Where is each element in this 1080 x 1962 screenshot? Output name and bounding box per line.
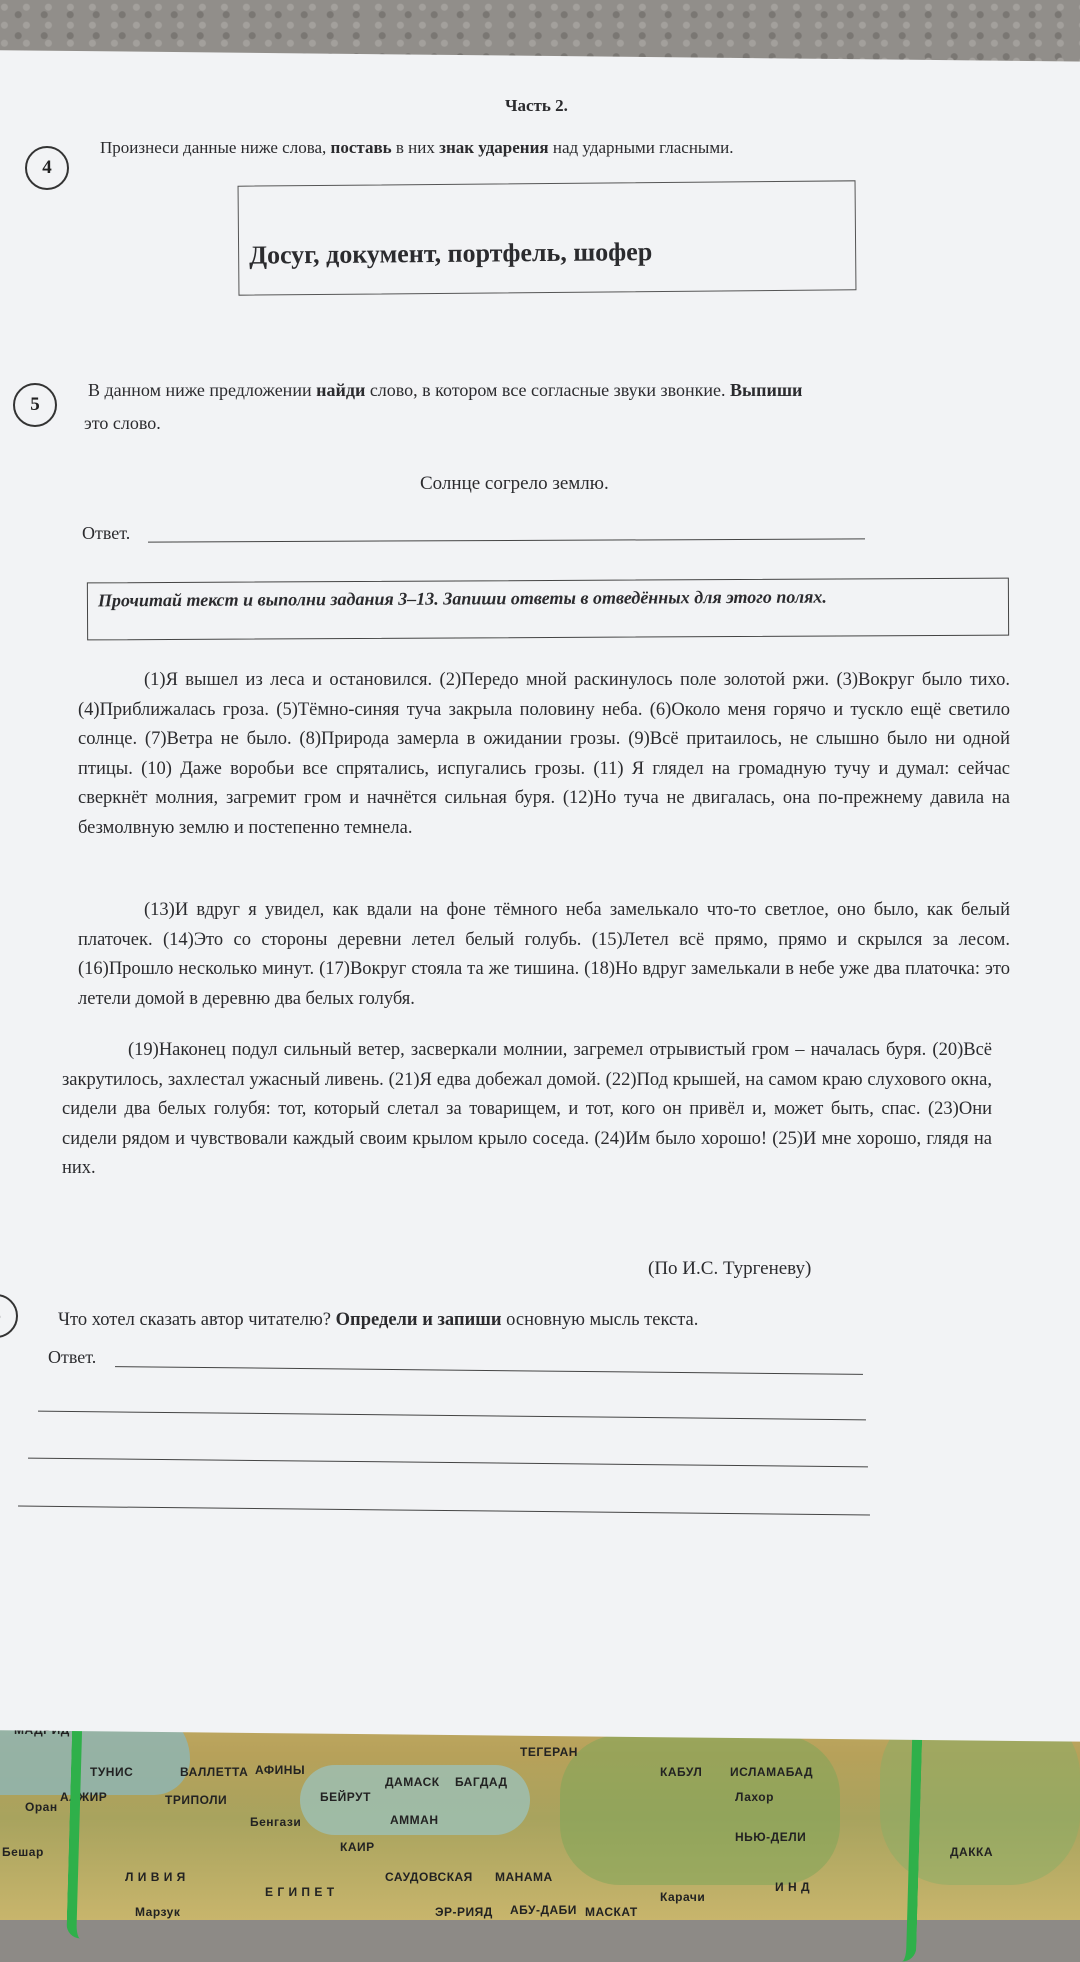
- task6-answer-line-2[interactable]: [38, 1411, 866, 1421]
- map-label: МАНАМА: [495, 1870, 553, 1884]
- part-title: Часть 2.: [505, 96, 568, 115]
- reading-instruction-box: [87, 578, 1009, 641]
- task4-words-box: [238, 180, 857, 295]
- map-label: ЭР-РИЯД: [435, 1905, 493, 1919]
- map-label: БАГДАД: [455, 1775, 508, 1789]
- task4-words: Досуг, документ, портфель, шофер: [249, 237, 653, 270]
- map-label: АБУ-ДАБИ: [510, 1903, 577, 1917]
- reading-instruction: Прочитай текст и выполни задания 3–13. Запиши ответы в отведённых для этого полях.: [97, 586, 827, 611]
- map-label: ДАККА: [950, 1845, 994, 1859]
- text-paragraph-3: (19)Наконец подул сильный ветер, засверкали молнии, загремел отрывистый гром – началась буря. (20)Всё закрутилось, захлестал ужасный ливень. (21)Я едва добежал домой. (22)Под крышей, на самом краю слухового окна, сидели два белых голубя: тот, который слетал за товарищем, и тот, кого он привёл и, может быть, спас. (23)Они сидели рядом и чувствовали каждый своим крылом крыло соседа. (24)Им было хорошо! (25)И мне хорошо, глядя на них.: [62, 1040, 992, 1178]
- map-label: ТРИПОЛИ: [165, 1793, 228, 1807]
- map-label: МАСКАТ: [585, 1905, 638, 1919]
- map-label: КАИР: [340, 1840, 375, 1854]
- map-label: ДАМАСК: [385, 1775, 440, 1789]
- task-number-6: [0, 1294, 18, 1338]
- map-label: Е Г И П Е Т: [265, 1885, 335, 1899]
- task6-answer-label: Ответ.: [48, 1347, 97, 1367]
- task5-instruction: В данном ниже предложении найди слово, в котором все согласные звуки звонкие. Выпиши: [88, 380, 803, 400]
- task6-answer-line-1[interactable]: [115, 1366, 863, 1375]
- map-label: САУДОВСКАЯ: [385, 1870, 473, 1884]
- map-label: НЬЮ-ДЕЛИ: [735, 1830, 807, 1844]
- task6-answer-line-4[interactable]: [18, 1506, 870, 1516]
- map-label: АФИНЫ: [255, 1763, 306, 1777]
- task5-sentence: Солнце согрело землю.: [420, 473, 609, 494]
- map-label: КАБУЛ: [660, 1765, 703, 1779]
- map-label: ВАЛЛЕТТА: [180, 1765, 249, 1779]
- task6-instruction: Что хотел сказать автор читателю? Определи и запиши основную мысль текста.: [58, 1310, 699, 1330]
- map-label: БЕЙРУТ: [320, 1790, 371, 1804]
- map-label: АЛЖИР: [60, 1790, 108, 1804]
- map-label: Бешар: [2, 1845, 44, 1859]
- task5-instruction-line2: это слово.: [84, 413, 161, 433]
- task6-answer-line-3[interactable]: [28, 1458, 868, 1468]
- map-label: ИСЛАМАБАД: [730, 1765, 814, 1779]
- text-paragraph-1: (1)Я вышел из леса и остановился. (2)Передо мной раскинулось поле золотой ржи. (3)Вокруг было тихо. (4)Приближалась гроза. (5)Тёмно-синяя туча закрыла половину неба. (6)Около меня горячо и тускло ещё светило солнце. (7)Ветра не было. (8)Природа замерла в ожидании грозы. (9)Всё притаилось, не слышно было ни одной птицы. (10) Даже воробьи все спрятались, испугались грозы. (11) Я глядел на громадную тучу и думал: сейчас сверкнёт молния, загремит гром и начнётся сильная буря. (12)Но туча не двигалась, она по-прежнему давила на безмолвную землю и постепенно темнела.: [78, 670, 1010, 838]
- map-label: ТУНИС: [90, 1765, 134, 1779]
- text-paragraph-2: (13)И вдруг я увидел, как вдали на фоне тёмного неба замелькало что-то светлое, оно было, как белый платочек. (14)Это со стороны деревни летел белый голубь. (15)Летел всё прямо, прямо и скрылся за лесом. (16)Прошло несколько минут. (17)Вокруг стояла та же тишина. (18)Но вдруг замелькали в небе уже два платочка: это летели домой в деревню два белых голубя.: [78, 900, 1010, 1009]
- map-label: Бенгази: [250, 1815, 302, 1829]
- map-label: Л И В И Я: [125, 1870, 186, 1884]
- map-label: АММАН: [390, 1813, 439, 1827]
- task5-answer-line[interactable]: [148, 538, 865, 542]
- map-label: ТЕГЕРАН: [520, 1745, 578, 1759]
- map-label: Оран: [25, 1800, 58, 1814]
- task5-answer-label: Ответ.: [82, 523, 131, 543]
- task-number-5: 5: [13, 383, 57, 427]
- task4-instruction: Произнеси данные ниже слова, поставь в них знак ударения над ударными гласными.: [100, 138, 734, 157]
- map-label: Марзук: [135, 1905, 181, 1919]
- map-label: Карачи: [660, 1890, 706, 1904]
- task-number-4: 4: [25, 146, 69, 190]
- map-label: И Н Д: [775, 1880, 811, 1894]
- map-label: Лахор: [735, 1790, 774, 1804]
- text-source: (По И.С. Тургеневу): [648, 1258, 812, 1279]
